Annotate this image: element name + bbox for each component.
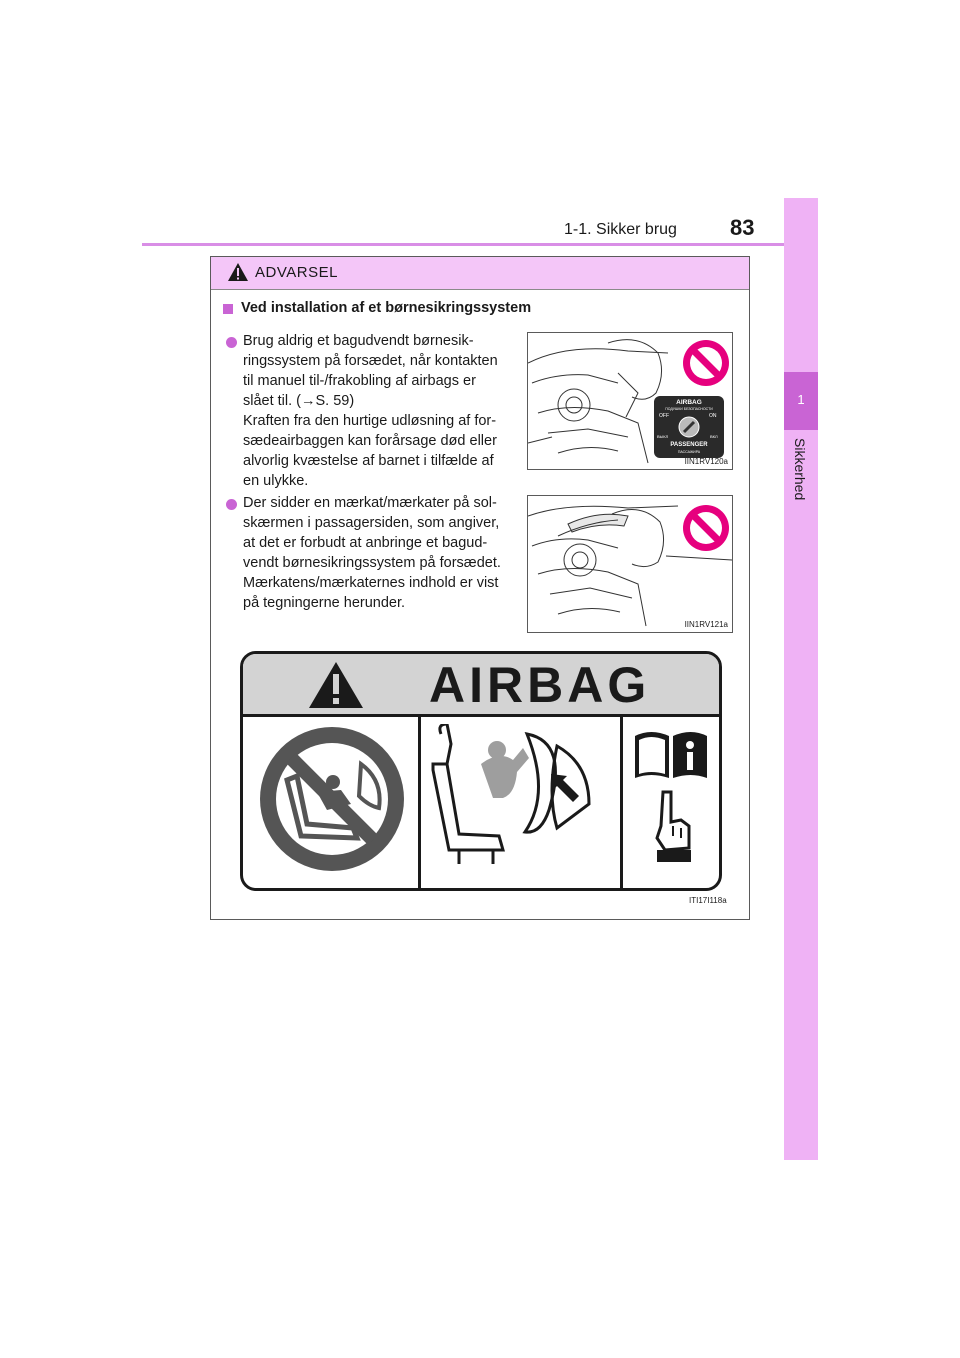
airbag-label-sticker xyxy=(240,651,722,891)
warning-header xyxy=(211,257,749,290)
warning-triangle-icon xyxy=(307,660,365,710)
switch-passenger-sub: ПАССАЖИРА xyxy=(677,450,701,454)
header-rule xyxy=(142,243,818,246)
warning-triangle-icon xyxy=(227,262,249,282)
label-banner xyxy=(243,654,719,717)
switch-title: AIRBAG xyxy=(676,399,702,406)
label-divider xyxy=(418,714,421,891)
chapter-tab xyxy=(784,198,818,1160)
bullet-2-text xyxy=(243,493,515,613)
prohibited-rear-facing-seat-icon xyxy=(257,724,407,874)
switch-off-sub: ВЫКЛ xyxy=(657,434,669,439)
bullet-1-line: slået til. (→S. 59) xyxy=(243,393,355,409)
figure-code: ITI17I118a xyxy=(689,896,727,905)
bullet-1-line: ringssystem på forsædet, når kontakten xyxy=(243,353,498,369)
bullet-dot-icon xyxy=(226,337,237,348)
figure-airbag-switch xyxy=(527,332,733,470)
figure-sun-visor-label xyxy=(527,495,733,633)
switch-on-label: ON xyxy=(709,413,717,419)
child-airbag-impact-icon xyxy=(429,724,613,874)
bullet-2-line: på tegningerne herunder. xyxy=(243,595,406,611)
bullet-2-line: Der sidder en mærkat/mærkater på sol- xyxy=(243,495,497,511)
chapter-tab-number: 1 xyxy=(797,392,805,407)
read-manual-icon xyxy=(631,726,711,876)
bullet-2-line: vendt børnesikringssystem på forsædet. xyxy=(243,555,501,571)
heading-square-icon xyxy=(223,304,233,314)
key-switch-icon xyxy=(678,416,700,438)
switch-passenger: PASSENGER xyxy=(670,442,708,448)
warning-box xyxy=(210,256,750,920)
bullet-1-line: Brug aldrig et bagudvendt børnesik- xyxy=(243,333,474,349)
figure-code: IIN1RV121a xyxy=(684,620,728,629)
bullet-2-line: Mærkatens/mærkaternes indhold er vist xyxy=(243,575,499,591)
bullet-1-line: sædeairbaggen kan forårsage død eller xyxy=(243,433,497,449)
bullet-1-text xyxy=(243,331,515,491)
section-title: 1-1. Sikker brug xyxy=(564,221,677,238)
bullet-1-line: til manuel til-/frakobling af airbags er xyxy=(243,373,476,389)
warning-title: ADVARSEL xyxy=(255,264,338,281)
bullet-dot-icon xyxy=(226,499,237,510)
switch-on-sub: ВКЛ xyxy=(710,434,718,439)
bullet-1-line: alvorlig kvæstelse af barnet i tilfælde af xyxy=(243,453,494,469)
figure-code: IIN1RV120a xyxy=(684,457,728,466)
bullet-2-line: at det er forbudt at anbringe et bagud- xyxy=(243,535,488,551)
sun-visor-illustration xyxy=(528,496,732,632)
switch-subtitle: ПОДУШКИ БЕЗОПАСНОСТИ xyxy=(665,407,713,411)
airbag-switch-panel xyxy=(654,396,724,458)
bullet-1-line: Kraften fra den hurtige udløsning af for- xyxy=(243,413,497,429)
label-title: AIRBAG xyxy=(429,657,651,713)
switch-off-label: OFF xyxy=(659,413,669,419)
chapter-tab-label: Sikkerhed xyxy=(792,438,808,501)
label-divider xyxy=(620,714,623,891)
page-number: 83 xyxy=(730,215,755,240)
bullet-1-line: en ulykke. xyxy=(243,473,309,489)
warning-heading: Ved installation af et børnesikringssystem xyxy=(241,300,532,316)
bullet-2-line: skærmen i passagersiden, som angiver, xyxy=(243,515,500,531)
